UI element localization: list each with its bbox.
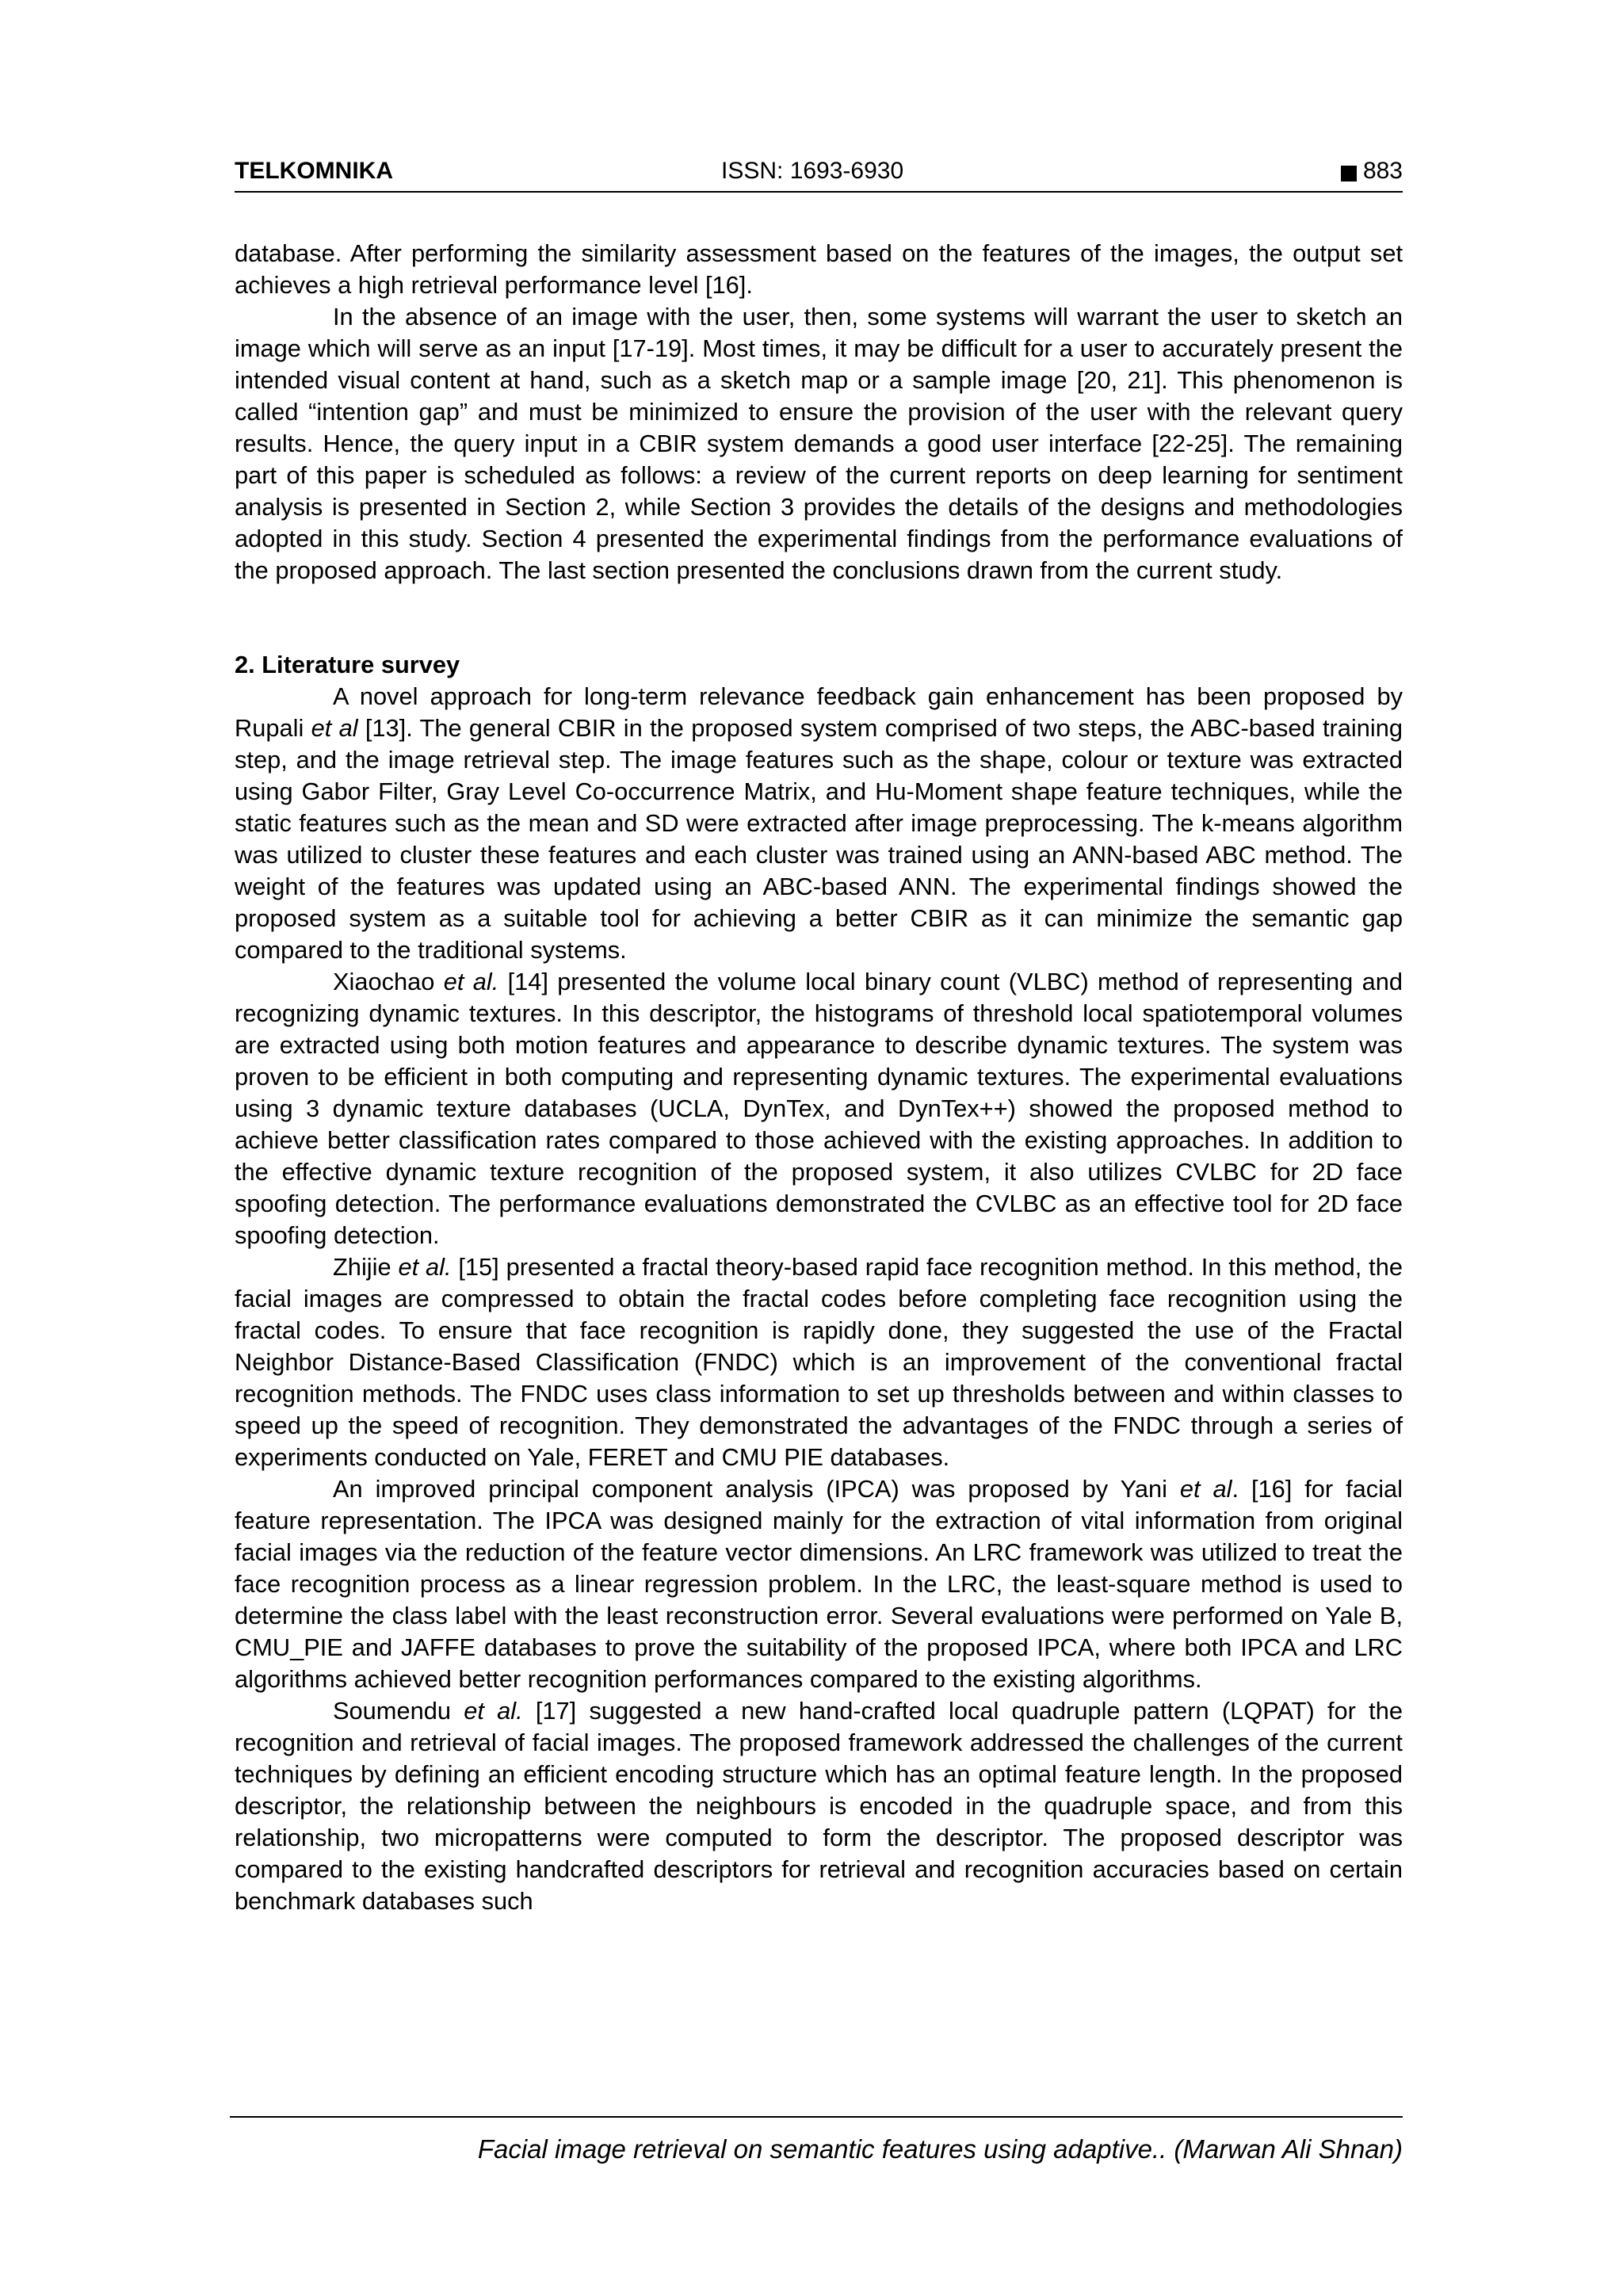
etal-italic: et al. bbox=[464, 1697, 523, 1725]
page-body bbox=[235, 238, 1403, 1917]
text-run: Soumendu bbox=[333, 1697, 464, 1725]
square-bullet-icon bbox=[1341, 166, 1357, 181]
journal-name: TELKOMNIKA bbox=[235, 158, 393, 184]
section-heading: 2. Literature survey bbox=[235, 651, 460, 678]
etal-italic: et al bbox=[1179, 1475, 1232, 1503]
paragraph-yani bbox=[235, 1473, 1403, 1695]
text-run: Zhijie bbox=[333, 1253, 399, 1281]
running-title: Facial image retrieval on semantic features using adaptive.. (Marwan Ali Shnan) bbox=[477, 2134, 1403, 2164]
text-run: [15] presented a fractal theory-based rapid face recognition method. In this method, the facial images are compressed to obtain the fractal codes before completing face recognition using the fractal codes. To ensure that face recognition is rapidly done, they suggested the use of the Fractal Neighbor Distance-Based Classification (FNDC) which is an improvement of the conventional fractal recognition methods. The FNDC uses class information to set up thresholds between and within classes to speed up the speed of recognition. They demonstrated the advantages of the FNDC through a series of experiments conducted on Yale, FERET and CMU PIE databases. bbox=[235, 1253, 1403, 1471]
text-run: [17] suggested a new hand-crafted local quadruple pattern (LQPAT) for the recognition and retrieval of facial images. The proposed framework addressed the challenges of the current techniques by defining an efficient encoding structure which has an optimal feature length. In the proposed descriptor, the relationship between the neighbours is encoded in the quadruple space, and from this relationship, two micropatterns were computed to form the descriptor. The proposed descriptor was compared to the existing handcrafted descriptors for retrieval and recognition accuracies based on certain benchmark databases such bbox=[235, 1697, 1403, 1915]
text-run: [13]. The general CBIR in the proposed system comprised of two steps, the ABC-based training step, and the image retrieval step. The image features such as the shape, colour or texture was extracted using Gabor Filter, Gray Level Co-occurrence Matrix, and Hu-Moment shape feature techniques, while the static features such as the mean and SD were extracted after image preprocessing. The k-means algorithm was utilized to cluster these features and each cluster was trained using an ANN-based ABC method. The weight of the features was updated using an ABC-based ANN. The experimental findings showed the proposed system as a suitable tool for achieving a better CBIR as it can minimize the semantic gap compared to the traditional systems. bbox=[235, 714, 1403, 964]
text-run: A novel approach for long-term relevance feedback gain enhancement has been proposed by Rupali bbox=[235, 682, 1403, 742]
page-footer bbox=[230, 2116, 1403, 2165]
text-run: . [16] for facial feature representation. The IPCA was designed mainly for the extraction of vital information from original facial images via the reduction of the feature vector dimensions. An LRC framework was utilized to treat the face recognition process as a linear regression problem. In the LRC, the least-square method is used to determine the class label with the least reconstruction error. Several evaluations were performed on Yale B, CMU_PIE and JAFFE databases to prove the suitability of the proposed IPCA, where both IPCA and LRC algorithms achieved better recognition performances compared to the existing algorithms. bbox=[235, 1475, 1403, 1693]
issn: ISSN: 1693-6930 bbox=[721, 158, 904, 184]
etal-italic: et al. bbox=[398, 1253, 452, 1281]
paragraph-rupali bbox=[235, 681, 1403, 966]
text-run: An improved principal component analysis (IPCA) was proposed by Yani bbox=[333, 1475, 1180, 1503]
paragraph-continuation: database. After performing the similarity assessment based on the features of the images, the output set achieves a high retrieval performance level [16]. bbox=[235, 239, 1403, 299]
paragraph-soumendu bbox=[235, 1695, 1403, 1917]
paragraph-intention-gap: In the absence of an image with the user, then, some systems will warrant the user to sketch an image which will serve as an input [17-19]. Most times, it may be difficult for a user to accurately present the intended visual content at hand, such as a sketch map or a sample image [20, 21]. This phenomenon is called “intention gap” and must be minimized to ensure the provision of the user with the relevant query results. Hence, the query input in a CBIR system demands a good user interface [22-25]. The remaining part of this paper is scheduled as follows: a review of the current reports on deep learning for sentiment analysis is presented in Section 2, while Section 3 provides the details of the designs and methodologies adopted in this study. Section 4 presented the experimental findings from the performance evaluations of the proposed approach. The last section presented the conclusions drawn from the current study. bbox=[235, 303, 1403, 584]
page-number: 883 bbox=[1362, 158, 1403, 184]
page-header bbox=[235, 155, 1403, 193]
text-run: Xiaochao bbox=[333, 968, 444, 995]
etal-italic: et al bbox=[311, 714, 358, 742]
paragraph-zhijie bbox=[235, 1251, 1403, 1473]
text-run: [14] presented the volume local binary count (VLBC) method of representing and recognizing dynamic textures. In this descriptor, the histograms of threshold local spatiotemporal volumes are extracted using both motion features and appearance to describe dynamic textures. The system was proven to be efficient in both computing and representing dynamic textures. The experimental evaluations using 3 dynamic texture databases (UCLA, DynTex, and DynTex++) showed the proposed method to achieve better classification rates compared to those achieved with the existing approaches. In addition to the effective dynamic texture recognition of the proposed system, it also utilizes CVLBC for 2D face spoofing detection. The performance evaluations demonstrated the CVLBC as an effective tool for 2D face spoofing detection. bbox=[235, 968, 1403, 1249]
paragraph-xiaochao bbox=[235, 966, 1403, 1251]
etal-italic: et al. bbox=[443, 968, 499, 995]
